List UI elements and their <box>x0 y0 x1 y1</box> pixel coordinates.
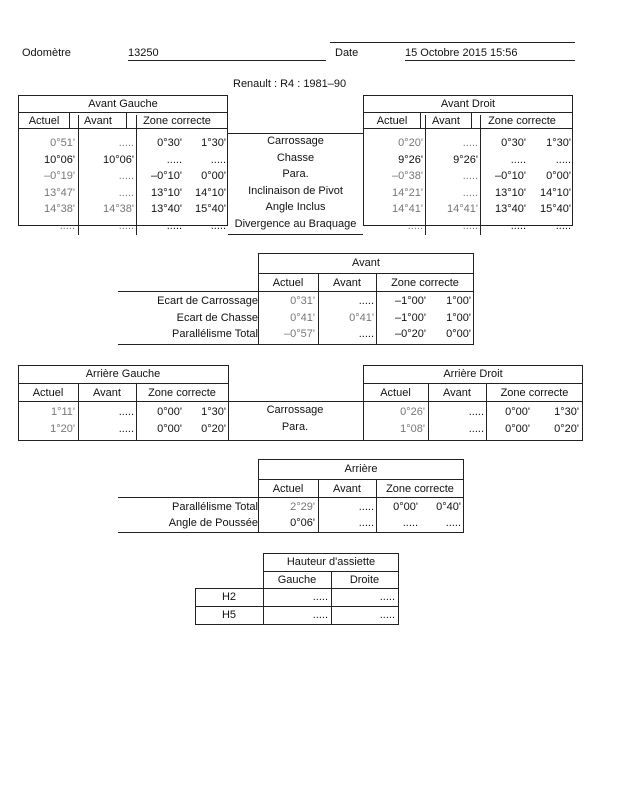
arriere-droit-actuel: 0°26' <box>400 406 425 418</box>
avant-gauche-zmax: 0°00' <box>201 170 226 182</box>
avant-droit-actuel: 0°20' <box>398 137 423 149</box>
arriere-gauche-zmax: 1°30' <box>201 406 226 418</box>
avant-droit-zmax: 0°00' <box>546 170 571 182</box>
arriere-avant: ..... <box>358 501 374 513</box>
arriere-zmax: 0°40' <box>436 501 461 513</box>
h-col-rule <box>195 588 399 589</box>
front-row-label: Inclinaison de Pivot <box>248 184 343 197</box>
col-avant: Avant <box>93 387 121 399</box>
ad-hdr-rule <box>363 383 583 384</box>
rear-row-label: Para. <box>281 421 309 433</box>
hauteur-gauche: ..... <box>312 591 328 603</box>
avant-droit-avant: ..... <box>462 186 478 199</box>
front-row-label: Para. <box>282 168 309 180</box>
avant-col-rule <box>118 291 474 292</box>
arriere-gauche-zmin: 0°00' <box>157 423 182 435</box>
avant-gauche-zmin: ..... <box>166 219 182 232</box>
avant-zmin: –1°00' <box>395 311 426 324</box>
avant-gauche-title: Avant Gauche <box>19 96 228 113</box>
arriere-droit-zmin: 0°00' <box>505 406 530 418</box>
rear-bottom <box>18 440 583 441</box>
avant-top <box>258 253 474 254</box>
col-droite: Droite <box>349 574 380 586</box>
arriere-zmax: ..... <box>445 517 461 529</box>
col-zone: Zone correcte <box>391 277 459 289</box>
front-row-label: Divergence au Braquage <box>234 217 357 230</box>
avant-row-label: Ecart de Carrossage <box>157 295 258 307</box>
odometer-value: 13250 <box>128 47 159 59</box>
hauteur-title: Hauteur d'assiette <box>286 556 376 568</box>
avant-droit-actuel: ..... <box>407 219 423 232</box>
avant-droit-zmax: 15°40' <box>540 203 571 215</box>
avant-actuel: –0°57' <box>284 328 315 340</box>
ar-top <box>258 459 464 460</box>
col-avant: Avant <box>333 483 361 495</box>
avant-gauche-actuel: ..... <box>59 219 75 232</box>
col-zone: Zone correcte <box>500 387 569 399</box>
avant-gauche-zmax: 14°10' <box>195 186 226 199</box>
rear-row-label: Carrossage <box>266 404 324 416</box>
avant-row-label: Parallélisme Total <box>171 328 258 340</box>
sep <box>136 115 137 235</box>
avant-droit-zmin: ..... <box>510 219 526 232</box>
avant-actuel: 0°41' <box>290 311 315 324</box>
avant-droit-zmax: 14°10' <box>540 186 571 199</box>
avant-droit-avant: ..... <box>462 170 478 182</box>
avant-droit-actuel: 9°26' <box>398 153 423 166</box>
date-underline <box>405 60 575 61</box>
avant-droit-avant: 14°41' <box>447 203 478 215</box>
col-zone: Zone correcte <box>386 483 454 495</box>
arriere-droit-avant: ..... <box>468 406 484 418</box>
h-bottom <box>195 624 399 625</box>
arriere-droit-zmax: 1°30' <box>554 406 579 418</box>
avant-gauche-avant: 10°06' <box>103 153 134 166</box>
arriere-droit-zmax: 0°20' <box>554 423 579 435</box>
col-zone: Zone correcte <box>472 113 573 129</box>
h-top <box>263 553 399 554</box>
avant-droit-actuel: 14°21' <box>392 186 423 199</box>
arriere-zmin: ..... <box>402 517 418 529</box>
col-avant: Avant <box>421 113 472 129</box>
col-avant: Avant <box>333 277 361 289</box>
col-avant: Avant <box>443 387 471 399</box>
avant-gauche-actuel: 0°51' <box>50 137 75 149</box>
col-actuel: Actuel <box>32 387 64 399</box>
arriere-droit-actuel: 1°08' <box>400 423 425 435</box>
arriere-droit-zmin: 0°00' <box>505 423 530 435</box>
front-label-bottom-rule <box>228 234 363 235</box>
avant-zmin: –1°00' <box>395 295 426 307</box>
ar-col-rule <box>118 497 464 498</box>
arriere-avant: ..... <box>358 517 374 529</box>
arriere-gauche-avant: ..... <box>118 406 134 418</box>
arriere-gauche-zmin: 0°00' <box>157 406 182 418</box>
avant-gauche-zmax: ..... <box>210 153 226 166</box>
rear-col-rule <box>18 401 583 402</box>
avant-actuel: 0°31' <box>290 295 315 307</box>
arriere-gauche-actuel: 1°11' <box>50 406 75 418</box>
front-row-label: Carrossage <box>267 135 324 147</box>
avant-bottom <box>118 344 474 345</box>
date-label: Date <box>335 47 359 59</box>
odometer-label: Odomètre <box>22 47 71 59</box>
avant-gauche-actuel: –0°19' <box>44 170 75 182</box>
hauteur-gauche: ..... <box>312 609 328 621</box>
col-avant: Avant <box>70 113 127 129</box>
col-actuel: Actuel <box>19 113 70 129</box>
front-row-label: Angle Inclus <box>265 201 326 213</box>
avant-gauche-actuel: 10°06' <box>44 153 75 166</box>
avant-droit-avant: 9°26' <box>453 153 478 166</box>
ad-top <box>363 365 583 366</box>
arriere-actuel: 2°29' <box>290 501 315 513</box>
avant-row-label: Ecart de Chasse <box>176 311 258 324</box>
avant-title: Avant <box>352 257 380 269</box>
avant-gauche-zmin: ..... <box>166 153 182 166</box>
avant-droit-zmin: 0°30' <box>501 137 526 149</box>
date-value: 15 Octobre 2015 15:56 <box>405 47 518 59</box>
front-row-label: Chasse <box>276 151 315 164</box>
col-actuel: Actuel <box>272 277 304 289</box>
arriere-droit-title: Arrière Droit <box>443 368 503 380</box>
arriere-gauche-zmax: 0°20' <box>201 423 226 435</box>
avant-gauche-actuel: 13°47' <box>44 186 75 199</box>
hauteur-row-label: H5 <box>221 609 237 621</box>
col-gauche: Gauche <box>277 574 317 586</box>
ar-hdr-rule <box>258 479 464 480</box>
arriere-gauche-actuel: 1°20' <box>50 423 75 435</box>
avant-gauche-zmin: 13°40' <box>151 203 182 215</box>
avant-gauche-zmax: 15°40' <box>195 203 226 215</box>
avant-gauche-avant: 14°38' <box>103 203 134 215</box>
sep <box>425 115 426 235</box>
avant-droit-avant: ..... <box>462 219 478 232</box>
avant-droit-actuel: 14°41' <box>392 203 423 215</box>
ag-right <box>228 365 229 441</box>
col-zone: Zone correcte <box>148 387 216 399</box>
avant-droit-zmin: –0°10' <box>495 170 526 182</box>
col-actuel: Actuel <box>272 483 304 495</box>
col-actuel: Actuel <box>364 113 421 129</box>
hauteur-droite: ..... <box>379 609 395 621</box>
ag-top <box>18 365 228 366</box>
arriere-gauche-title: Arrière Gauche <box>85 368 161 380</box>
avant-zmax: 1°00' <box>446 295 471 307</box>
ag-hdr-rule <box>18 383 228 384</box>
arriere-title: Arrière <box>344 463 378 475</box>
avant-droit-zmax: ..... <box>555 219 571 232</box>
sep <box>78 133 79 235</box>
top-rule <box>330 42 575 43</box>
avant-gauche-avant: ..... <box>118 186 134 199</box>
avant-droit-zmax: 1°30' <box>546 137 571 149</box>
avant-gauche-zmax: 1°30' <box>201 137 226 149</box>
avant-droit-title: Avant Droit <box>364 96 573 113</box>
avant-droit-zmin: ..... <box>510 153 526 166</box>
hauteur-droite: ..... <box>379 591 395 603</box>
avant-droit-zmax: ..... <box>555 153 571 166</box>
hauteur-row-label: H2 <box>221 591 237 603</box>
sep <box>480 115 481 235</box>
ar-bottom <box>118 532 464 533</box>
avant-gauche-zmin: –0°10' <box>151 170 182 182</box>
arriere-droit-avant: ..... <box>468 423 484 435</box>
h-label-left <box>195 588 196 625</box>
avant-droit-actuel: –0°38' <box>392 170 423 182</box>
avant-gauche-actuel: 14°38' <box>44 203 75 215</box>
avant-avant: ..... <box>358 295 374 307</box>
avant-droit-avant: ..... <box>462 137 478 149</box>
avant-droit-zmin: 13°10' <box>495 186 526 199</box>
col-actuel: Actuel <box>380 387 411 399</box>
odometer-underline <box>128 60 326 61</box>
sep <box>78 115 79 134</box>
h-mid-rule <box>195 606 399 607</box>
avant-hdr-rule <box>258 273 474 274</box>
avant-gauche-zmin: 13°10' <box>151 186 182 199</box>
avant-droit-zmin: 13°40' <box>495 203 526 215</box>
arriere-row-label: Angle de Poussée <box>168 517 258 529</box>
avant-zmax: 0°00' <box>446 328 471 340</box>
avant-zmin: –0°20' <box>395 328 426 340</box>
col-zone: Zone correcte <box>127 113 228 129</box>
avant-gauche-zmin: 0°30' <box>157 137 182 149</box>
arriere-zmin: 0°00' <box>393 501 418 513</box>
avant-gauche-avant: ..... <box>118 219 134 232</box>
avant-gauche-avant: ..... <box>118 137 134 149</box>
arriere-row-label: Parallélisme Total <box>171 501 258 513</box>
arriere-actuel: 0°06' <box>290 517 315 529</box>
avant-zmax: 1°00' <box>446 311 471 324</box>
avant-gauche-zmax: ..... <box>210 219 226 232</box>
vehicle-title: Renault : R4 : 1981–90 <box>233 78 347 90</box>
arriere-gauche-avant: ..... <box>118 423 134 435</box>
avant-avant: ..... <box>358 328 374 340</box>
avant-avant: 0°41' <box>349 311 374 324</box>
avant-gauche-avant: ..... <box>118 170 134 182</box>
